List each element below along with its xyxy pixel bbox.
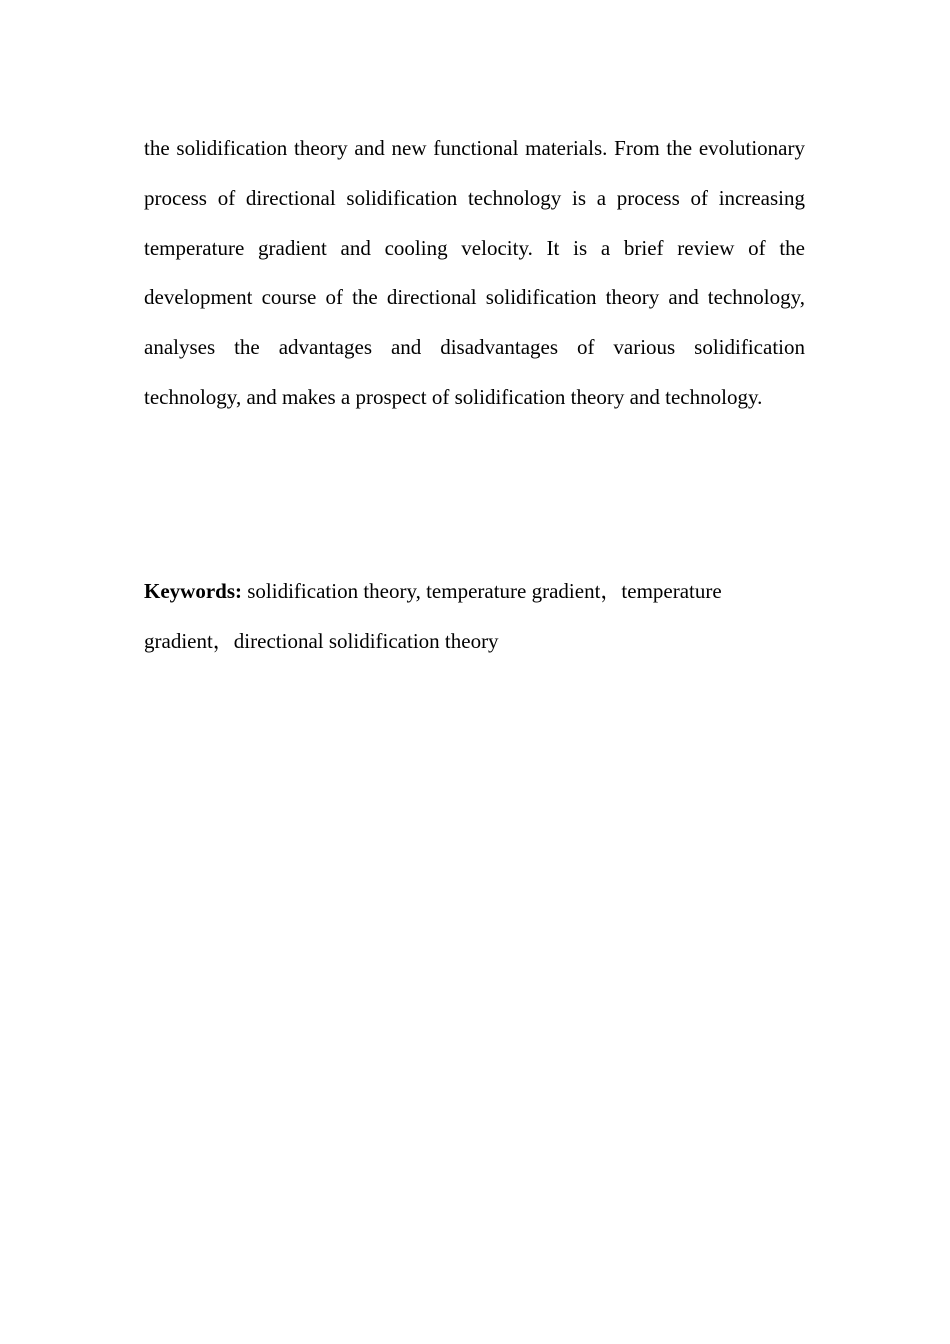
keywords-label: Keywords: — [144, 579, 242, 603]
abstract-paragraph: the solidification theory and new functional materials. From the evolutionary process of directional solidification technology is a process of increasing temperature gradient and cooling velocity. It is a brief review of the development course of the directional solidification theory and technology, analyses the advantages and disadvantages of various solidification technology, and makes a prospect of solidification theory and technology. — [144, 136, 805, 409]
keywords-text: solidification theory, temperature gradient，temperature gradient，directional solidification theory — [144, 579, 722, 653]
keywords-line — [144, 566, 805, 666]
